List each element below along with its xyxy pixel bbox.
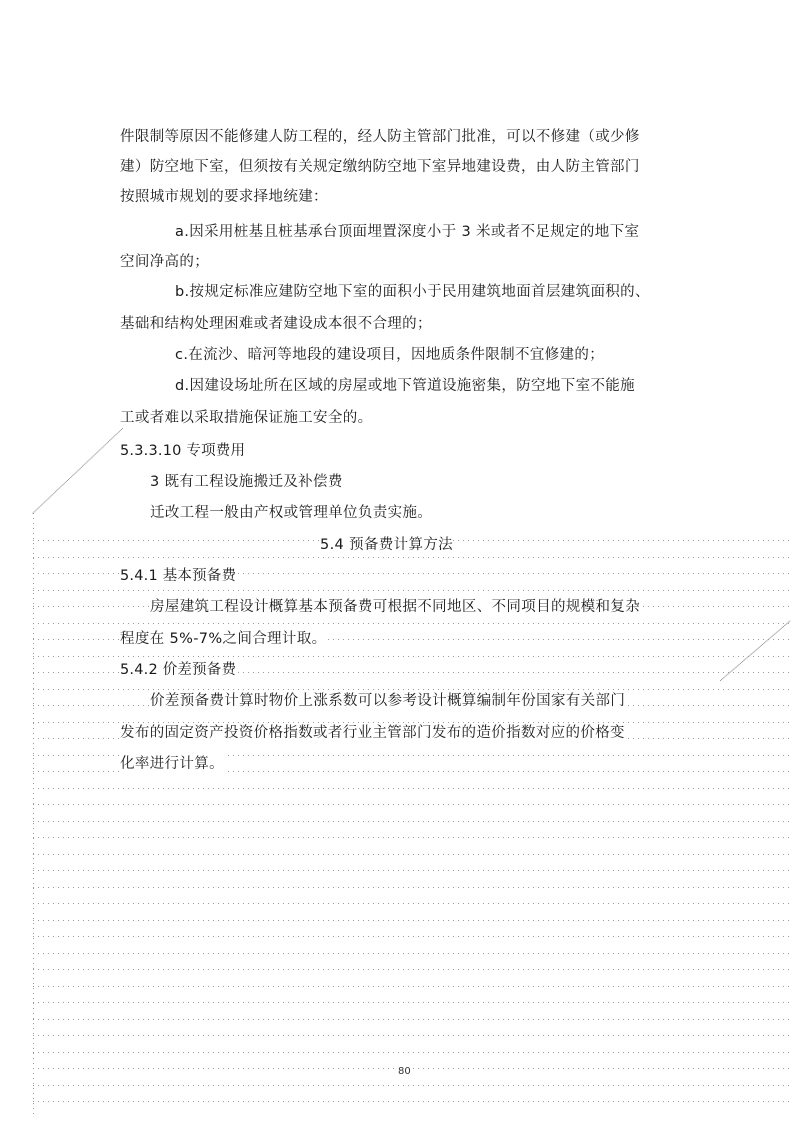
paragraph-price-reserve: 价差预备费计算时物价上涨系数可以参考设计概算编制年份国家有关部门 <box>150 693 626 709</box>
page-number: 80 <box>398 1066 411 1077</box>
text-line-3: 按照城市规划的要求择地统建： <box>120 189 328 205</box>
paragraph-relocation: 迁改工程一般由产权或管理单位负责实施。 <box>150 505 433 521</box>
list-item-c: c.在流沙、暗河等地段的建设项目，因地质条件限制不宜修建的； <box>175 347 605 363</box>
list-item-b-cont: 基础和结构处理困难或者建设成本很不合理的； <box>120 316 432 332</box>
section-heading-5-4-2: 5.4.2 价差预备费 <box>120 662 237 678</box>
list-item-a: a.因采用桩基且桩基承台顶面埋置深度小于 3 米或者不足规定的地下室 <box>175 224 640 240</box>
paragraph-price-reserve-cont2: 化率进行计算。 <box>120 756 224 772</box>
paragraph-basic-reserve-cont: 程度在 5%-7%之间合理计取。 <box>120 631 327 647</box>
subsection-heading-3: 3 既有工程设施搬迁及补偿费 <box>150 474 343 490</box>
list-item-b: b.按规定标准应建防空地下室的面积小于民用建筑地面首层建筑面积的、 <box>175 284 650 300</box>
section-heading-5-4-1: 5.4.1 基本预备费 <box>120 568 237 584</box>
text-line-2: 建）防空地下室，但须按有关规定缴纳防空地下室异地建设费，由人防主管部门 <box>120 159 640 175</box>
list-item-a-cont: 空间净高的； <box>120 254 210 270</box>
paragraph-basic-reserve: 房屋建筑工程设计概算基本预备费可根据不同地区、不同项目的规模和复杂 <box>150 599 641 615</box>
section-heading-5-3-3-10: 5.3.3.10 专项费用 <box>120 443 246 459</box>
section-title-5-4: 5.4 预备费计算方法 <box>320 537 454 553</box>
paragraph-price-reserve-cont1: 发布的固定资产投资价格指数或者行业主管部门发布的造价指数对应的价格变 <box>120 725 625 741</box>
list-item-d-cont: 工或者难以采取措施保证施工安全的。 <box>120 410 373 426</box>
list-item-d: d.因建设场址所在区域的房屋或地下管道设施密集，防空地下室不能施 <box>175 378 636 394</box>
text-line-1: 件限制等原因不能修建人防工程的，经人防主管部门批准，可以不修建（或少修 <box>120 129 640 145</box>
